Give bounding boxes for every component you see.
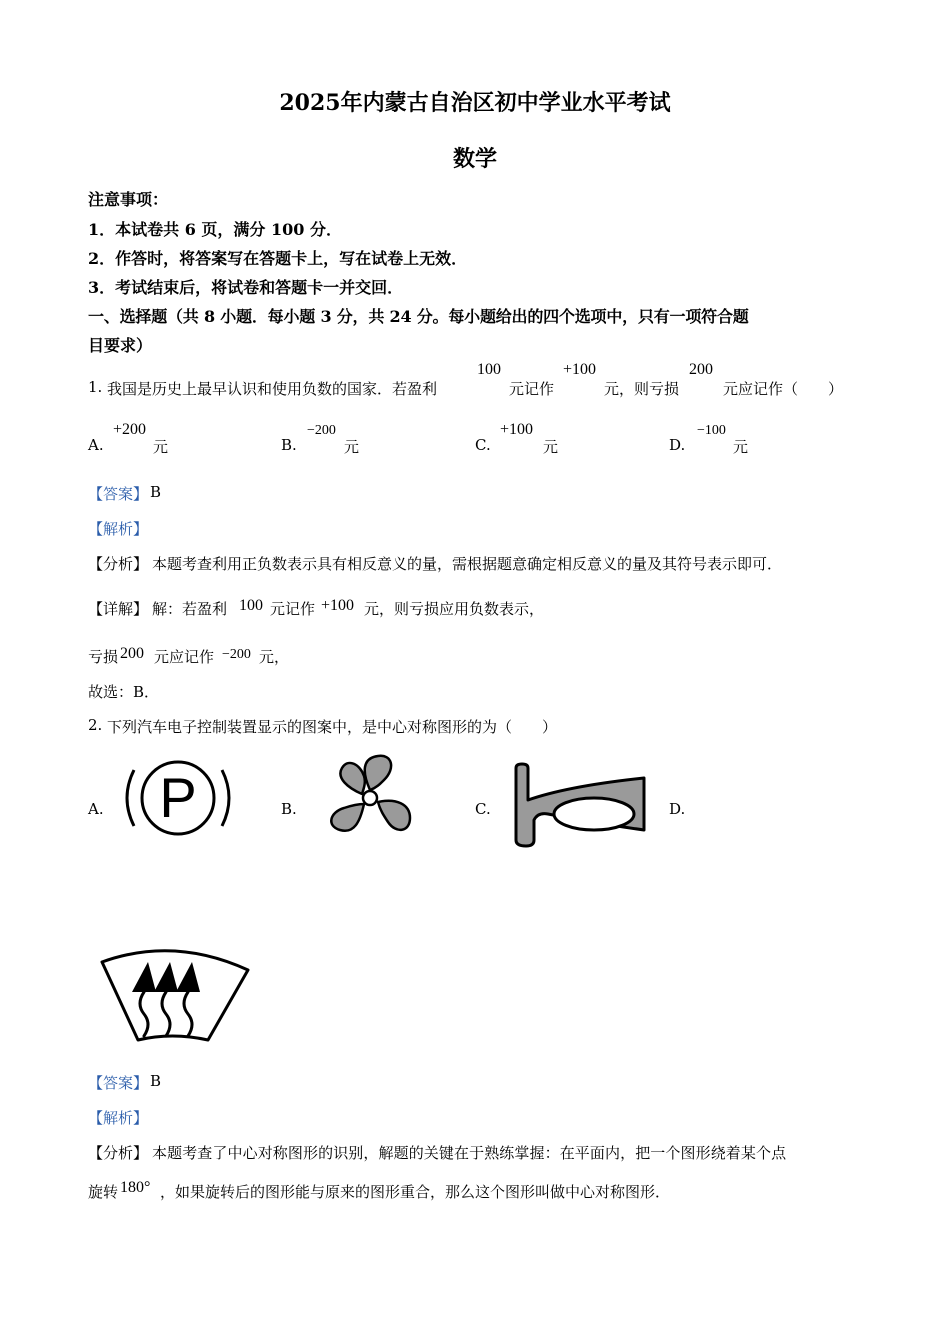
q1-text-part1: 我国是历史上最早认识和使用负数的国家．若盈利: [107, 380, 438, 398]
horn-icon: [508, 760, 652, 850]
q1-line2-part3: 元，: [259, 648, 290, 666]
q1-fenxi-tag: 【分析】: [88, 555, 149, 573]
note-item-3: 3．考试结束后，将试卷和答题卡一并交回．: [88, 278, 404, 297]
q1-option-c-unit: 元: [543, 438, 559, 456]
q1-text-part3: 元，则亏损: [604, 380, 680, 398]
q2-option-d-label: D.: [669, 800, 686, 818]
q1-line2-part1: 亏损: [88, 648, 119, 666]
q1-line2-math-200: 200: [120, 645, 144, 662]
notes-heading: 注意事项：: [88, 190, 169, 209]
q1-option-b-label: B.: [281, 436, 297, 454]
q1-number: 1.: [88, 378, 103, 396]
q1-math-200: 200: [689, 361, 713, 378]
q2-fenxi-line1: 本题考查了中心对称图形的识别，解题的关键在于熟练掌握：在平面内，把一个图形绕着某个点: [152, 1144, 787, 1162]
q1-option-d-label: D.: [669, 436, 686, 454]
q2-analysis-tag: 【解析】: [88, 1109, 149, 1127]
q1-detail-tag: 【详解】: [88, 600, 149, 618]
q2-fenxi-line2-part1: 旋转: [88, 1183, 119, 1201]
q1-analysis-tag: 【解析】: [88, 520, 149, 538]
q1-answer: B: [150, 483, 162, 501]
q1-option-c-value: +100: [500, 421, 534, 438]
q1-option-b-unit: 元: [344, 438, 360, 456]
note-item-1: 1．本试卷共 6 页，满分 100 分．: [88, 220, 342, 239]
q2-option-b-label: B.: [281, 800, 297, 818]
q2-answer: B: [150, 1072, 162, 1090]
fan-icon: [316, 754, 424, 848]
parking-brake-icon: [122, 760, 234, 838]
parking-letter: P: [159, 766, 197, 829]
q1-option-a-label: A.: [88, 436, 104, 454]
q2-fenxi-line2-part2: ，如果旋转后的图形能与原来的图形重合，那么这个图形叫做中心对称图形．: [160, 1183, 671, 1201]
q2-answer-tag: 【答案】: [88, 1074, 149, 1092]
windshield-defrost-icon: [98, 940, 254, 1052]
exam-title: 2025年内蒙古自治区初中学业水平考试: [279, 90, 671, 116]
q2-fenxi-math-180deg: 180°: [120, 1179, 151, 1196]
q1-option-c-label: C.: [475, 436, 491, 454]
subject-title: 数学: [452, 146, 497, 172]
q1-option-a-unit: 元: [153, 438, 169, 456]
q2-number: 2.: [88, 716, 103, 734]
q1-option-d-unit: 元: [733, 438, 749, 456]
q1-math-100: 100: [477, 361, 501, 378]
note-item-2: 2．作答时，将答案写在答题卡上，写在试卷上无效．: [88, 249, 468, 268]
q2-fenxi-tag: 【分析】: [88, 1144, 149, 1162]
q1-fenxi: 本题考查利用正负数表示具有相反意义的量，需根据题意确定相反意义的量及其符号表示即可．: [152, 555, 783, 573]
q1-detail-math-plus100: +100: [321, 597, 355, 614]
q2-option-c-label: C.: [475, 800, 491, 818]
q1-option-a-value: +200: [113, 421, 147, 438]
q1-choose: 故选：B．: [88, 683, 160, 701]
section-heading-line2: 目要求）: [88, 336, 153, 355]
q1-detail-part3: 元，则亏损应用负数表示，: [364, 600, 545, 618]
q1-detail-math-100: 100: [239, 597, 263, 614]
section-heading-line1: 一、选择题（共 8 小题．每小题 3 分，共 24 分。每小题给出的四个选项中，只有一项符合题: [88, 307, 749, 326]
q1-option-d-value: −100: [697, 423, 726, 438]
q1-option-b-value: −200: [307, 423, 336, 438]
q1-detail-part1: 解：若盈利: [152, 600, 228, 618]
q1-answer-tag: 【答案】: [88, 485, 149, 503]
q2-text: 下列汽车电子控制装置显示的图案中，是中心对称图形的为（ ）: [107, 718, 558, 736]
q1-text-part2: 元记作: [509, 380, 555, 398]
q1-line2-math-minus200: −200: [222, 647, 251, 662]
q2-option-a-label: A.: [88, 800, 104, 818]
q1-text-part4: 元应记作（ ）: [723, 380, 844, 398]
q1-line2-part2: 元应记作: [154, 648, 215, 666]
q1-math-plus100: +100: [563, 361, 597, 378]
q1-detail-part2: 元记作: [270, 600, 316, 618]
